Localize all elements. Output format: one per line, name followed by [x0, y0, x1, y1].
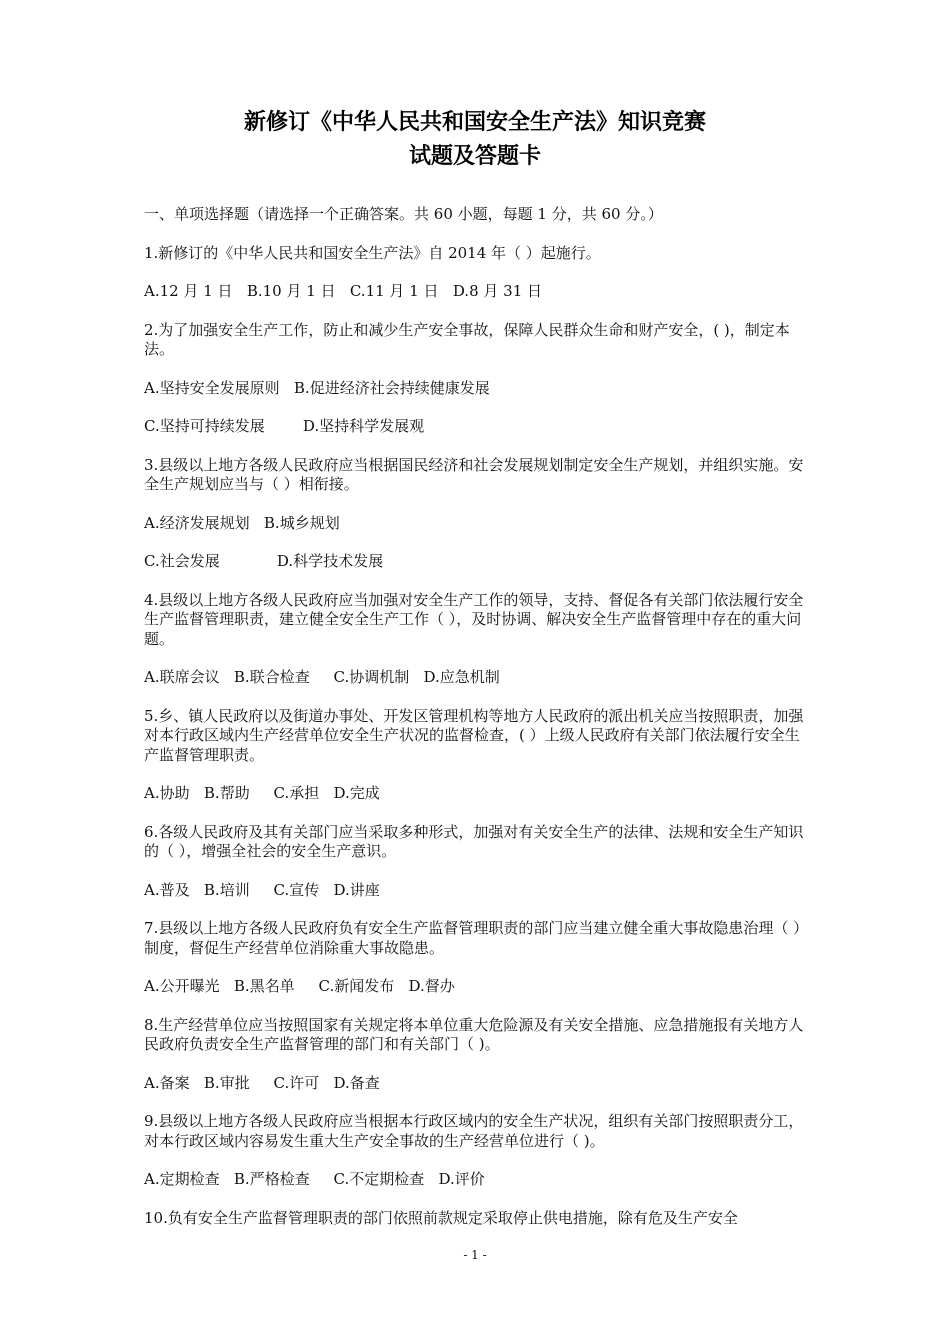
- question-text: 5.乡、镇人民政府以及街道办事处、开发区管理机构等地方人民政府的派出机关应当按照职责，加强对本行政区域内生产经营单位安全生产状况的监督检查，( ）上级人民政府有关部门依法履行安全生产监督管理职责。: [144, 706, 804, 764]
- section-heading: 一、单项选择题（请选择一个正确答案。共 60 小题，每题 1 分，共 60 分。）: [144, 205, 663, 223]
- question-text: 7.县级以上地方各级人民政府负有安全生产监督管理职责的部门应当建立健全重大事故隐患治理（ ）制度，督促生产经营单位消除重大事故隐患。: [144, 919, 809, 957]
- question-options: A.12 月 1 日 B.10 月 1 日 C.11 月 1 日 D.8 月 31 日: [144, 282, 543, 300]
- question-text: 3.县级以上地方各级人民政府应当根据国民经济和社会发展规划制定安全生产规划，并组织实施。安全生产规划应当与（ ）相衔接。: [144, 455, 804, 493]
- question-options: A.备案 B.审批 C.许可 D.备查: [144, 1073, 380, 1092]
- question-text: 4.县级以上地方各级人民政府应当加强对安全生产工作的领导，支持、督促各有关部门依法履行安全生产监督管理职责，建立健全安全生产工作（ ），及时协调、解决安全生产监督管理中存在的重大问题。: [144, 590, 804, 648]
- question-options: A.联席会议 B.联合检查 C.协调机制 D.应急机制: [144, 668, 500, 686]
- question-text: 6.各级人民政府及其有关部门应当采取多种形式，加强对有关安全生产的法律、法规和安全生产知识的（ ），增强全社会的安全生产意识。: [144, 822, 804, 860]
- question-options: A.经济发展规划 B.城乡规划: [144, 513, 340, 532]
- question-text: 2.为了加强安全生产工作，防止和减少生产安全事故，保障人民群众生命和财产安全，( )，制定本法。: [144, 320, 790, 358]
- question-text: 10.负有安全生产监督管理职责的部门依照前款规定采取停止供电措施，除有危及生产安全: [144, 1208, 738, 1227]
- question-options: A.定期检查 B.严格检查 C.不定期检查 D.评价: [144, 1170, 485, 1188]
- question-text: 9.县级以上地方各级人民政府应当根据本行政区域内的安全生产状况，组织有关部门按照职责分工，对本行政区域内容易发生重大生产安全事故的生产经营单位进行（ )。: [144, 1112, 804, 1150]
- question-options: C.社会发展 D.科学技术发展: [144, 552, 384, 570]
- question-options: A.普及 B.培训 C.宣传 D.讲座: [144, 880, 380, 899]
- document-body: [144, 205, 812, 1247]
- page-number: - 1 -: [463, 1248, 487, 1262]
- question-text: 1.新修订的《中华人民共和国安全生产法》自 2014 年（ ）起施行。: [144, 243, 601, 262]
- document-title: 新修订《中华人民共和国安全生产法》知识竞赛: [243, 110, 706, 135]
- question-text: 8.生产经营单位应当按照国家有关规定将本单位重大危险源及有关安全措施、应急措施报有关地方人民政府负责安全生产监督管理的部门和有关部门（ )。: [144, 1015, 804, 1053]
- question-options: A.公开曝光 B.黑名单 C.新闻发布 D.督办: [144, 977, 455, 995]
- question-options: A.坚持安全发展原则 B.促进经济社会持续健康发展: [144, 378, 490, 397]
- question-options: A.协助 B.帮助 C.承担 D.完成: [144, 784, 380, 802]
- document-subtitle: 试题及答题卡: [408, 144, 541, 169]
- question-options: C.坚持可持续发展 D.坚持科学发展观: [144, 417, 425, 435]
